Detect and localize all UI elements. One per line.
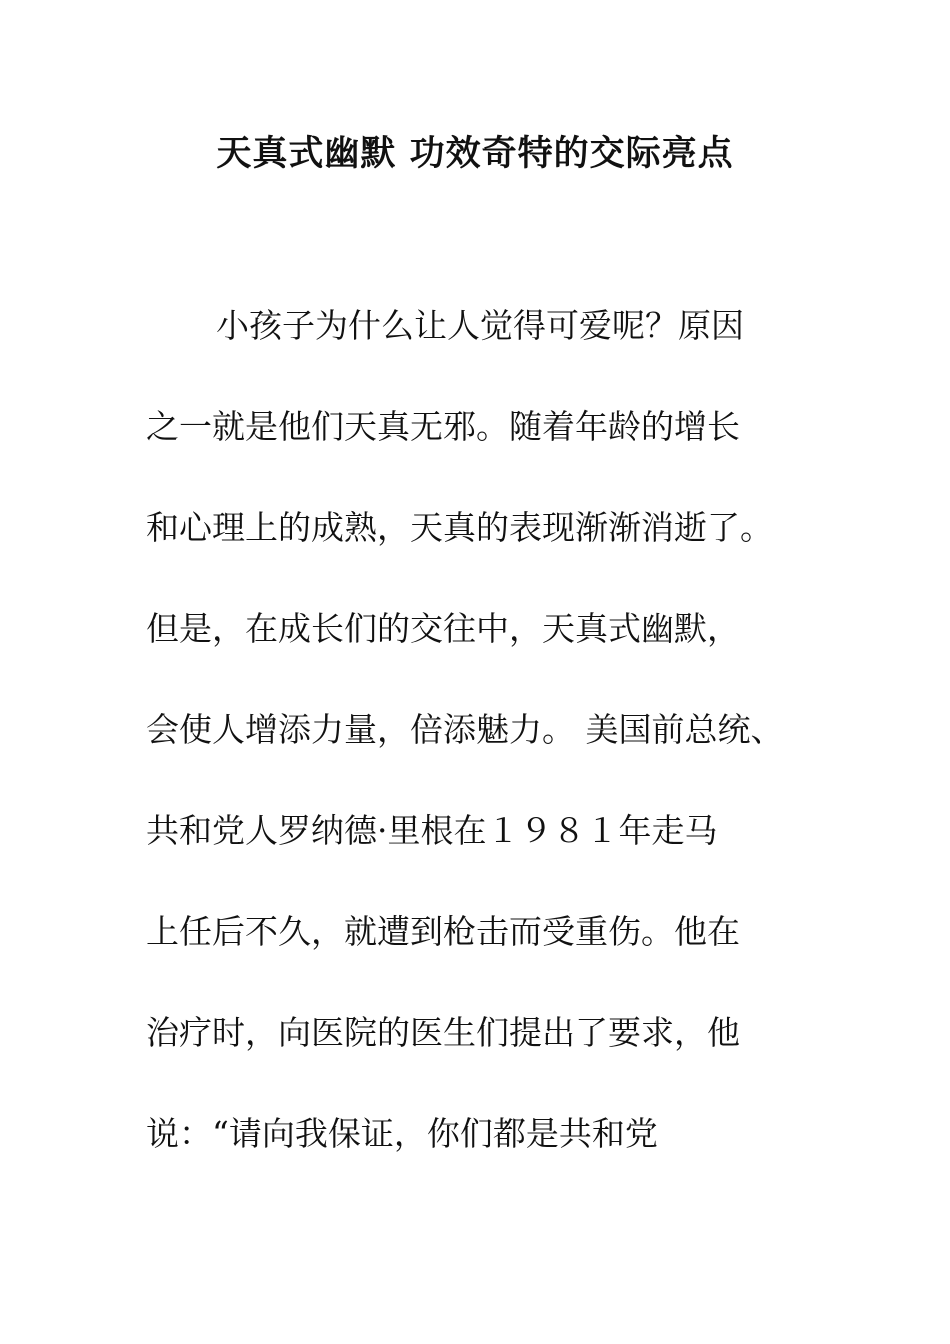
document-title: 天真式幽默 功效奇特的交际亮点 bbox=[216, 134, 734, 174]
document-body bbox=[146, 296, 846, 1205]
paragraph-line: 共和党人罗纳德·里根在１９８１年走马 bbox=[146, 811, 718, 850]
paragraph-line: 治疗时，向医院的医生们提出了要求，他 bbox=[146, 1013, 740, 1052]
paragraph-line: 说：“请向我保证，你们都是共和党 bbox=[146, 1114, 658, 1153]
paragraph-line: 但是，在成长们的交往中，天真式幽默， bbox=[146, 609, 740, 648]
paragraph-line: 会使人增添力量，倍添魅力。 美国前总统、 bbox=[146, 710, 784, 749]
paragraph-line: 上任后不久，就遭到枪击而受重伤。他在 bbox=[146, 912, 740, 951]
paragraph-line: 之一就是他们天真无邪。随着年龄的增长 bbox=[146, 407, 740, 446]
paragraph-line: 小孩子为什么让人觉得可爱呢？原因 bbox=[216, 306, 744, 345]
paragraph-line: 和心理上的成熟，天真的表现渐渐消逝了。 bbox=[146, 508, 773, 547]
